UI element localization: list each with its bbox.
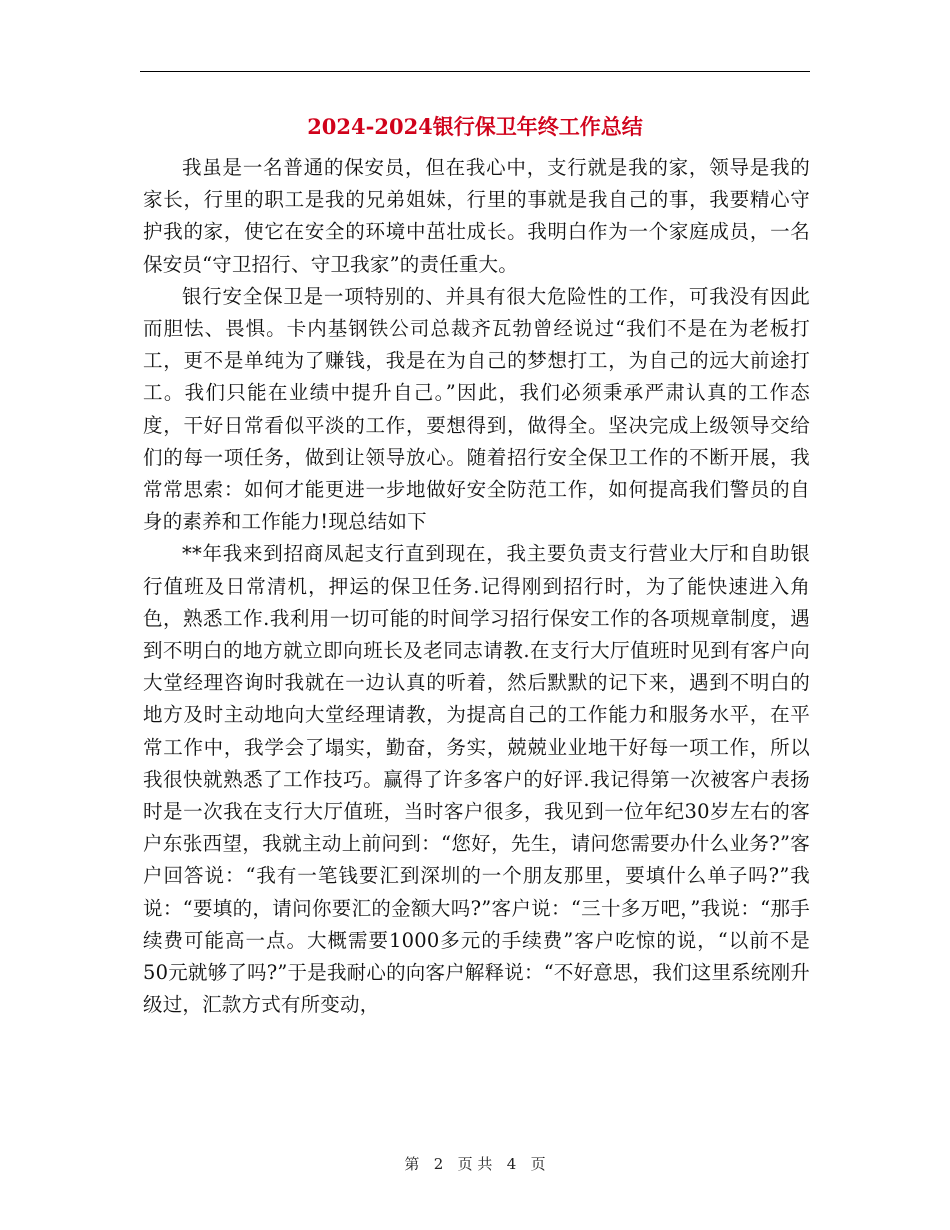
footer-current-page: 2 [433,1155,444,1173]
footer-suffix: 页 [530,1155,546,1173]
paragraph-2: 银行安全保卫是一项特别的、并具有很大危险性的工作，可我没有因此而胆怯、畏惧。卡内基钢铁公司总裁齐瓦勃曾经说过“我们不是在为老板打工，更不是单纯为了赚钱，我是在为自己的梦想打工，为自己的远大前途打工。我们只能在业绩中提升自己。”因此，我们必须秉承严肃认真的工作态度，干好日常看似平淡的工作，要想得到，做得全。坚决完成上级领导交给们的每一项任务，做到让领导放心。随着招行安全保卫工作的不断开展，我常常思索：如何才能更进一步地做好安全防范工作，如何提高我们警员的自身的素养和工作能力!现总结如下 [143,284,810,534]
footer-prefix: 第 [404,1155,420,1173]
footer-total-pages: 4 [506,1155,517,1173]
document-title: 2024-2024银行保卫年终工作总结 [307,114,643,139]
paragraph-3: **年我来到招商凤起支行直到现在，我主要负责支行营业大厅和自助银行值班及日常清机，押运的保卫任务.记得刚到招行时，为了能快速进入角色，熟悉工作.我利用一切可能的时间学习招行保安工作的各项规章制度，遇到不明白的地方就立即向班长及老同志请教.在支行大厅值班时见到有客户向大堂经理咨询时我就在一边认真的听着，然后默默的记下来，遇到不明白的地方及时主动地向大堂经理请教，为提高自己的工作能力和服务水平，在平常工作中，我学会了塌实，勤奋，务实，兢兢业业地干好每一项工作，所以我很快就熟悉了工作技巧。赢得了许多客户的好评.我记得第一次被客户表扬时是一次我在支行大厅值班，当时客户很多，我见到一位年纪30岁左右的客户东张西望，我就主动上前问到：“您好，先生，请问您需要办什么业务?”客户回答说：“我有一笔钱要汇到深圳的一个朋友那里，要填什么单子吗?”我说：“要填的，请问你要汇的金额大吗?”客户说：“三十多万吧，”我说：“那手续费可能高一点。大概需要1000多元的手续费”客户吃惊的说，“以前不是50元就够了吗?”于是我耐心的向客户解释说：“不好意思，我们这里系统刚升级过，汇款方式有所变动， [143,542,810,1017]
footer-middle: 页 共 [457,1155,493,1173]
page-footer [140,1154,810,1174]
document-body [143,152,810,1021]
paragraph-1: 我虽是一名普通的保安员，但在我心中，支行就是我的家，领导是我的家长，行里的职工是我的兄弟姐妹，行里的事就是我自己的事，我要精心守护我的家，使它在安全的环境中茁壮成长。我明白作为一个家庭成员，一名保安员“守卫招行、守卫我家”的责任重大。 [143,156,810,276]
header-rule [140,71,810,72]
